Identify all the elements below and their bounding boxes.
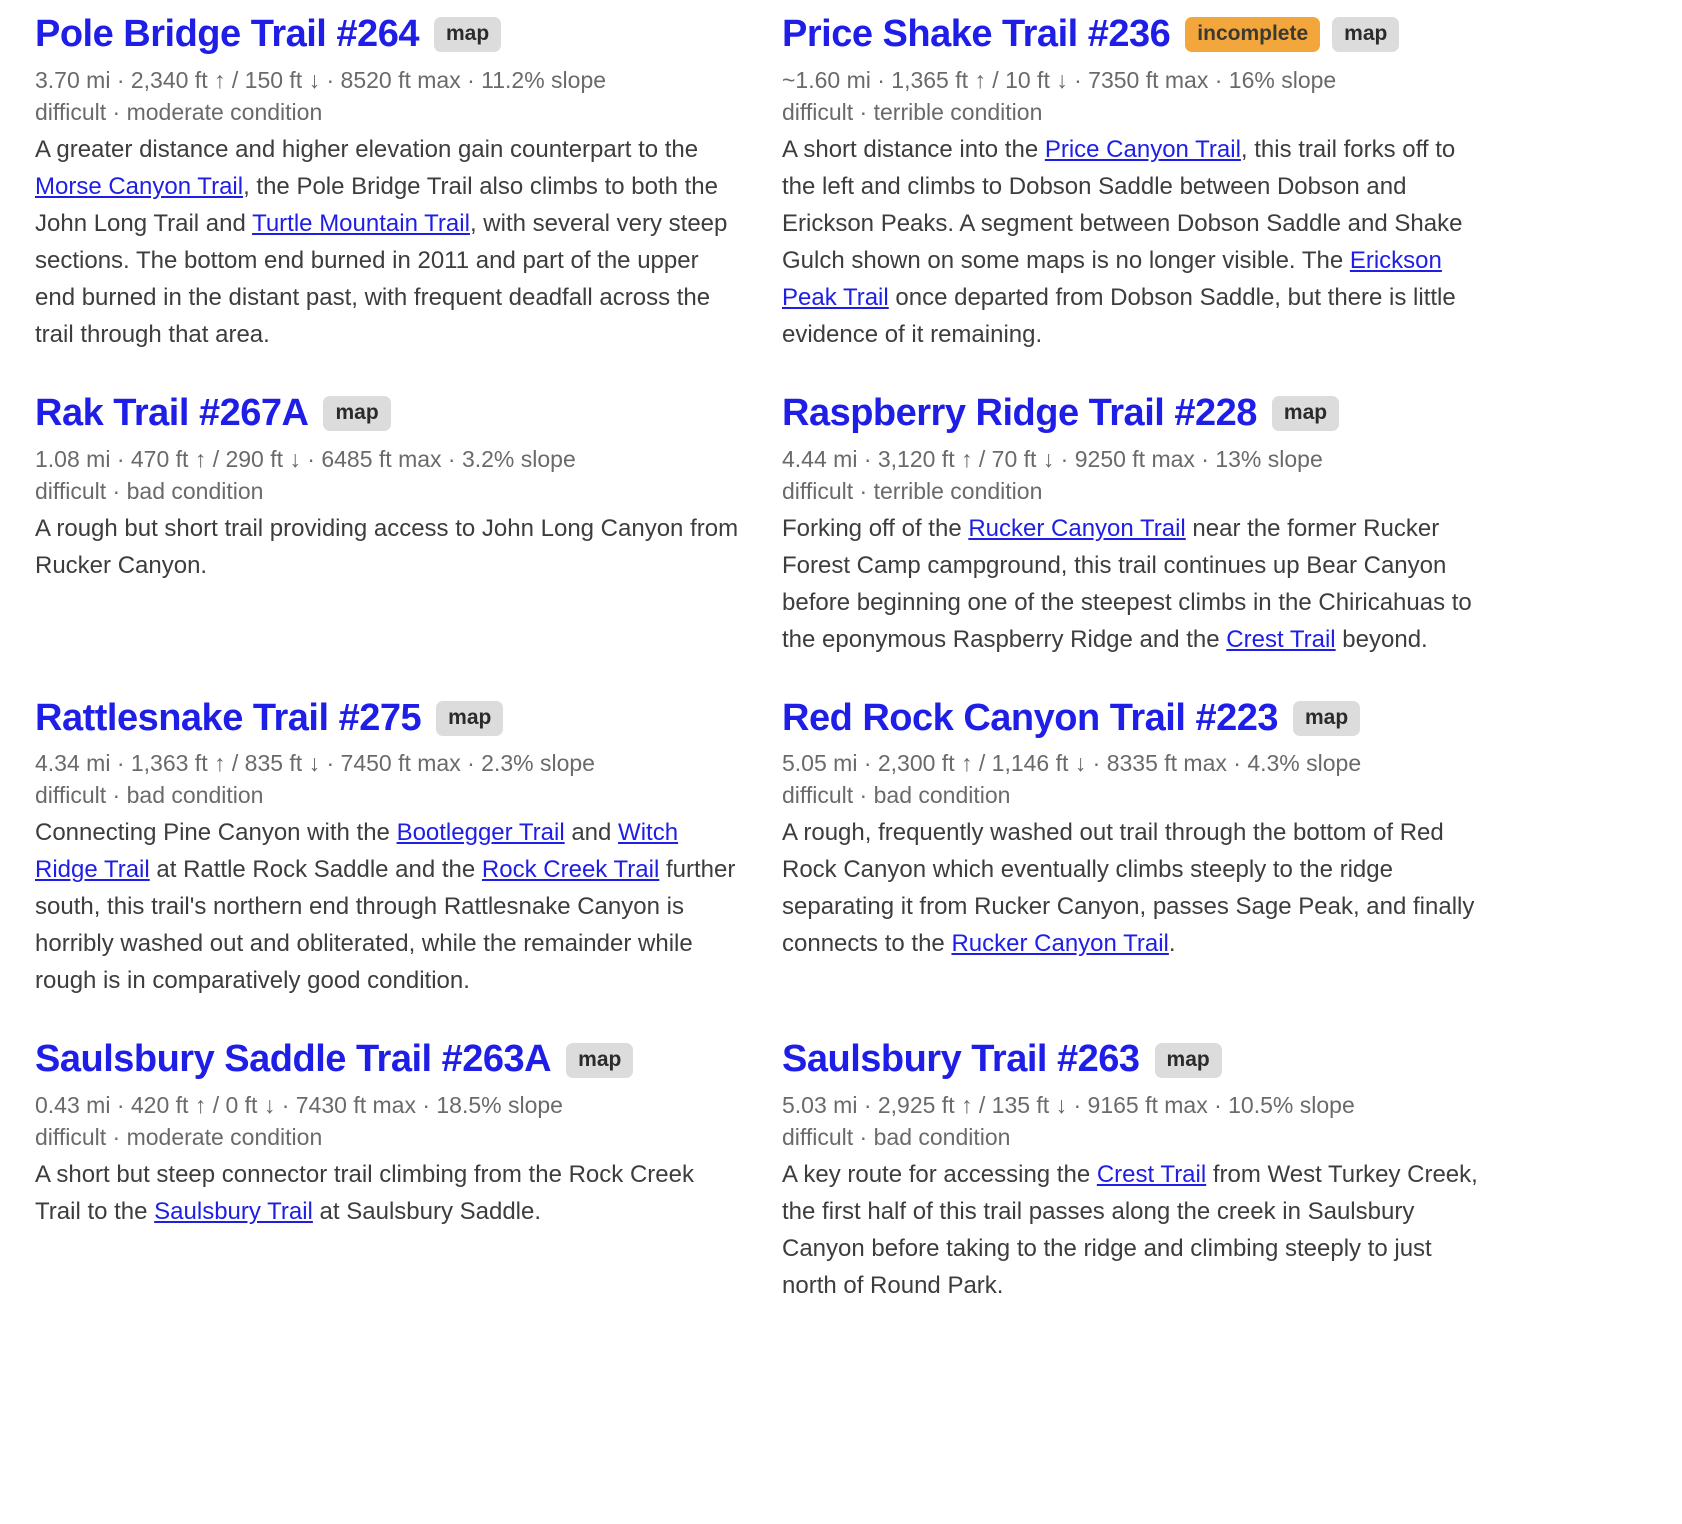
trail-stats: 4.44 mi · 3,120 ft ↑ / 70 ft ↓ · 9250 ft max · 13% slope (782, 445, 1323, 472)
map-badge[interactable]: map (1332, 17, 1399, 52)
trail-entry (782, 14, 1492, 353)
trail-heading (35, 393, 745, 435)
trail-description: Forking off of the Rucker Canyon Trail near the former Rucker Forest Camp campground, this trail continues up Bear Canyon before beginning one of the steepest climbs in the Chiricahuas to the eponymous Raspberry Ridge and the Crest Trail beyond. (782, 514, 1472, 653)
trail-entry (782, 698, 1492, 963)
trail-badges (434, 17, 501, 52)
trail-heading (782, 1039, 1492, 1081)
trail-stats: 4.34 mi · 1,363 ft ↑ / 835 ft ↓ · 7450 ft max · 2.3% slope (35, 750, 595, 777)
inline-link[interactable]: Rock Creek Trail (481, 856, 660, 884)
trail-heading (782, 14, 1492, 56)
trail-badges (1293, 701, 1360, 736)
trail-stats: 3.70 mi · 2,340 ft ↑ / 150 ft ↓ · 8520 ft max · 11.2% slope (35, 66, 607, 93)
inline-link[interactable]: Rucker Canyon Trail (951, 930, 1169, 958)
map-badge[interactable]: map (1272, 396, 1339, 431)
map-badge[interactable]: map (436, 701, 503, 736)
trail-stats: 5.05 mi · 2,300 ft ↑ / 1,146 ft ↓ · 8335 ft max · 4.3% slope (782, 750, 1362, 777)
trail-badges (323, 396, 390, 431)
trail-title-link[interactable]: Rattlesnake Trail #275 (35, 696, 422, 739)
trail-difficulty-condition: difficult · bad condition (35, 477, 264, 504)
inline-link[interactable]: Rucker Canyon Trail (968, 514, 1186, 542)
inline-link[interactable]: Crest Trail (1226, 625, 1336, 653)
trail-difficulty-condition: difficult · moderate condition (35, 1124, 323, 1151)
trail-badges (1155, 1043, 1222, 1078)
trail-entry (35, 698, 745, 1000)
inline-link[interactable]: Price Canyon Trail (1044, 135, 1241, 163)
trail-title-link[interactable]: Red Rock Canyon Trail #223 (782, 696, 1278, 739)
map-badge[interactable]: map (434, 17, 501, 52)
inline-link[interactable]: Crest Trail (1096, 1161, 1207, 1189)
trail-stats: 1.08 mi · 470 ft ↑ / 290 ft ↓ · 6485 ft max · 3.2% slope (35, 445, 576, 472)
trail-stats: ~1.60 mi · 1,365 ft ↑ / 10 ft ↓ · 7350 ft max · 16% slope (782, 66, 1337, 93)
trail-heading (35, 14, 745, 56)
trail-description: Connecting Pine Canyon with the Bootlegger Trail and Witch Ridge Trail at Rattle Rock Saddle and the Rock Creek Trail further south, this trail's northern end through Rattlesnake Canyon is horribly washed out and obliterated, while the remainder while rough is in comparatively good condition. (35, 819, 736, 995)
trail-description: A rough, frequently washed out trail through the bottom of Red Rock Canyon which eventually climbs steeply to the ridge separating it from Rucker Canyon, passes Sage Peak, and finally connects to the Rucker Canyon Trail. (782, 819, 1475, 958)
trail-entry (35, 1039, 745, 1230)
inline-link[interactable]: Erickson Peak Trail (782, 246, 1442, 311)
trail-entry (782, 1039, 1492, 1304)
map-badge[interactable]: map (323, 396, 390, 431)
trail-heading (35, 698, 745, 740)
map-badge[interactable]: map (566, 1043, 633, 1078)
trail-heading (35, 1039, 745, 1081)
inline-link[interactable]: Witch Ridge Trail (35, 819, 679, 884)
trail-description: A key route for accessing the Crest Trail from West Turkey Creek, the first half of this trail passes along the creek in Saulsbury Canyon before taking to the ridge and climbing steeply to just north of Round Park. (782, 1161, 1478, 1300)
trail-title-link[interactable]: Saulsbury Trail #263 (782, 1038, 1140, 1081)
inline-link[interactable]: Turtle Mountain Trail (252, 209, 470, 237)
trail-heading (782, 393, 1492, 435)
trail-title-link[interactable]: Raspberry Ridge Trail #228 (782, 391, 1257, 434)
trail-entry (35, 14, 745, 353)
trail-description: A rough but short trail providing access to John Long Canyon from Rucker Canyon. (35, 514, 739, 579)
trail-difficulty-condition: difficult · bad condition (782, 1124, 1011, 1151)
trail-stats: 5.03 mi · 2,925 ft ↑ / 135 ft ↓ · 9165 ft max · 10.5% slope (782, 1092, 1355, 1119)
trail-title-link[interactable]: Pole Bridge Trail #264 (35, 13, 419, 55)
trail-heading (782, 698, 1492, 740)
trail-badges (1185, 17, 1399, 52)
inline-link[interactable]: Saulsbury Trail (154, 1198, 313, 1226)
trail-difficulty-condition: difficult · terrible condition (782, 477, 1043, 504)
trail-difficulty-condition: difficult · bad condition (782, 782, 1011, 809)
trail-list (35, 14, 1682, 1304)
trail-entry (782, 393, 1492, 658)
map-badge[interactable]: map (1155, 1043, 1222, 1078)
trail-description: A short distance into the Price Canyon Trail, this trail forks off to the left and climbs to Dobson Saddle between Dobson and Erickson Peaks. A segment between Dobson Saddle and Shake Gulch shown on some maps is no longer visible. The Erickson Peak Trail once departed from Dobson Saddle, but there is little evidence of it remaining. (782, 135, 1463, 348)
trail-stats: 0.43 mi · 420 ft ↑ / 0 ft ↓ · 7430 ft max · 18.5% slope (35, 1092, 563, 1119)
trail-badges (1272, 396, 1339, 431)
trail-title-link[interactable]: Rak Trail #267A (35, 391, 309, 434)
trail-badges (566, 1043, 633, 1078)
trail-difficulty-condition: difficult · terrible condition (782, 98, 1043, 125)
map-badge[interactable]: map (1293, 701, 1360, 736)
incomplete-badge: incomplete (1185, 17, 1320, 52)
trail-description: A short but steep connector trail climbing from the Rock Creek Trail to the Saulsbury Trail at Saulsbury Saddle. (35, 1161, 694, 1226)
trail-description: A greater distance and higher elevation gain counterpart to the Morse Canyon Trail, the Pole Bridge Trail also climbs to both the John Long Trail and Turtle Mountain Trail, with several very steep sections. The bottom end burned in 2011 and part of the upper end burned in the distant past, with frequent deadfall across the trail through that area. (35, 135, 728, 348)
trail-difficulty-condition: difficult · bad condition (35, 782, 264, 809)
trail-title-link[interactable]: Saulsbury Saddle Trail #263A (35, 1038, 552, 1081)
inline-link[interactable]: Bootlegger Trail (396, 819, 565, 847)
trail-difficulty-condition: difficult · moderate condition (35, 98, 323, 125)
trail-entry (35, 393, 745, 584)
inline-link[interactable]: Morse Canyon Trail (35, 172, 244, 200)
trail-badges (436, 701, 503, 736)
trail-title-link[interactable]: Price Shake Trail #236 (782, 13, 1171, 55)
